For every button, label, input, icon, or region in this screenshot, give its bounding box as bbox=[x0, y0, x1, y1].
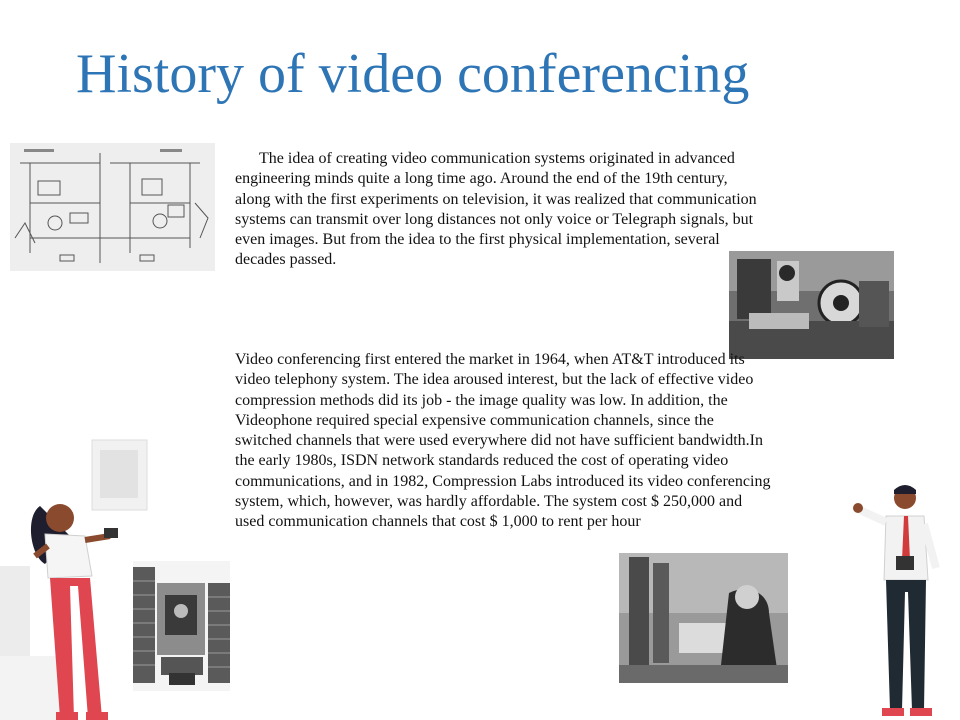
slide-title: History of video conferencing bbox=[76, 43, 750, 105]
history-paragraph: Video conferencing first entered the market in 1964, when AT&T introduced its video telephony system. The idea aroused interest, but the lack of effective video compression methods did its job - the image quality was low. In addition, the Videophone required special expensive communication channels, since the switched channels that were used everywhere did not have sufficient bandwidth.In the early 1980s, ISDN network standards reduced the cost of operating video communications, and in 1982, Compression Labs introduced its video conferencing system, which, however, was hardly affordable. The system cost $ 250,000 and used communication channels that cost $ 1,000 to rent per hour bbox=[235, 351, 771, 531]
schematic-sketch-image bbox=[10, 143, 215, 271]
man-illustration bbox=[850, 480, 955, 720]
videophone-booth-photo bbox=[133, 561, 230, 691]
man-on-phone-photo bbox=[619, 553, 788, 683]
intro-paragraph: The idea of creating video communication systems originated in advanced engineering minds quite a long time ago. Around the end of the 19th century, along with the first experiments on television, it was realized that communication systems can transmit over long distances not only voice or Telegraph signals, but even images. But from the idea to the first physical implementation, several decades passed. bbox=[235, 150, 757, 269]
laboratory-photo bbox=[729, 251, 894, 359]
